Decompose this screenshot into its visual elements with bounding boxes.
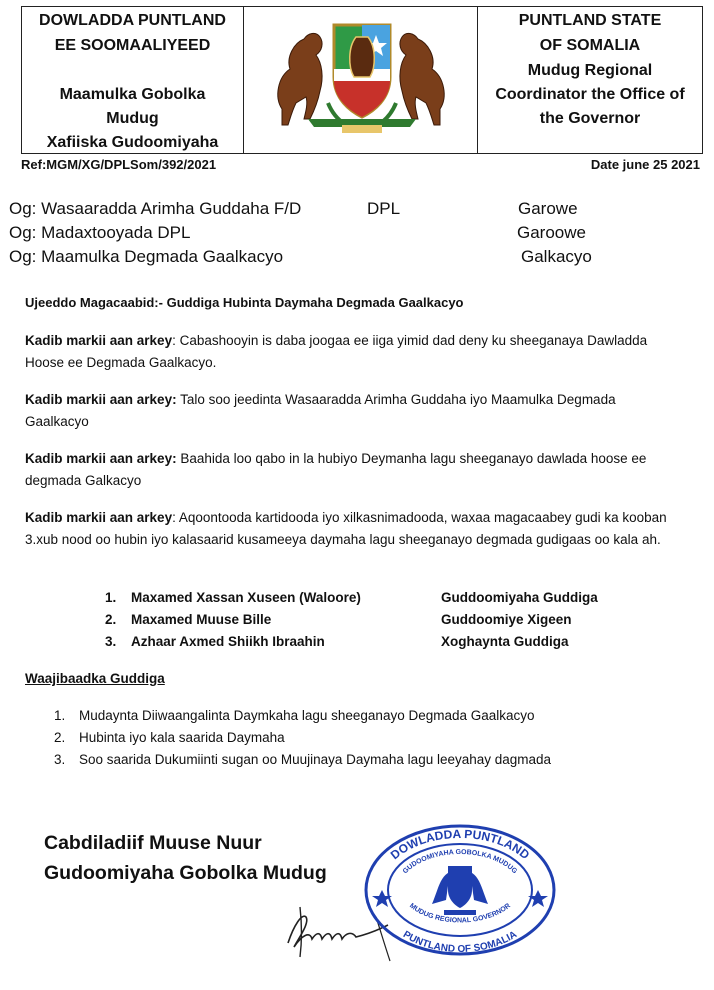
signatory-name: Cabdiladiif Muuse Nuur xyxy=(44,832,262,854)
emblem-area xyxy=(244,7,477,153)
letterhead-right-line-4: Coordinator the Office of xyxy=(495,86,685,103)
paragraph-4-text: : Aqoontooda kartidooda iyo xilkasnimadooda, waxaa magacaabey gudi ka kooban 3.xub nood oo hubin iyo kalasaarid kusameeya daymaha lagu sheeganayo degmada gudigaas oo kala ah. xyxy=(25,510,667,547)
letterhead-left-line-1: DOWLADDA PUNTLAND xyxy=(39,12,226,29)
recipient-2: Og: Madaxtooyada DPL xyxy=(9,223,191,242)
reference-number: Ref:MGM/XG/DPLSom/392/2021 xyxy=(21,157,217,172)
letterhead-left-line-3: Maamulka Gobolka xyxy=(59,86,206,103)
member-2-name: Maxamed Muuse Bille xyxy=(131,612,272,627)
recipient-1-place: Garowe xyxy=(518,199,578,218)
stamp-outer-bottom-text: PUNTLAND OF SOMALIA xyxy=(400,929,520,956)
letterhead-left-line-4: Mudug xyxy=(106,110,159,127)
stamp-inner-top-text: GUDOOMIYAHA GOBOLKA MUDUG xyxy=(401,848,519,876)
member-3-role: Xoghaynta Guddiga xyxy=(441,634,569,649)
paragraph-3 xyxy=(25,448,680,492)
signatory-title: Gudoomiyaha Gobolka Mudug xyxy=(44,862,327,884)
recipient-3: Og: Maamulka Degmada Gaalkacyo xyxy=(9,247,284,266)
duties-heading: Waajibaadka Guddiga xyxy=(25,671,165,686)
recipient-2-place: Garoowe xyxy=(517,223,586,242)
paragraph-2-text: Talo soo jeedinta Wasaaradda Arimha Guddaha iyo Maamulka Degmada Gaalkacyo xyxy=(25,392,616,429)
paragraph-3-lead: Kadib markii aan arkey: xyxy=(25,451,177,466)
duty-3-text: Soo saarida Dukumiinti sugan oo Muujinaya Daymaha lagu leeyahay dagmada xyxy=(79,752,552,767)
duty-1-text: Mudaynta Diiwaangalinta Daymkaha lagu sheeganayo Degmada Gaalkacyo xyxy=(79,708,535,723)
recipient-1-org: DPL xyxy=(367,199,401,218)
paragraph-2-lead: Kadib markii aan arkey: xyxy=(25,392,177,407)
member-3-name: Azhaar Axmed Shiikh Ibraahin xyxy=(131,634,325,649)
paragraph-1-text: : Cabashooyin is daba joogaa ee iiga yimid dad deny ku sheeganaya Dawladda Hoose ee Degmada Gaalkacyo. xyxy=(25,333,648,370)
letterhead-english xyxy=(477,7,702,153)
paragraph-4-lead: Kadib markii aan arkey xyxy=(25,510,173,525)
member-2-num: 2. xyxy=(105,612,117,627)
duty-2-num: 2. xyxy=(54,730,66,745)
official-stamp xyxy=(360,820,560,960)
member-1-role: Guddoomiyaha Guddiga xyxy=(441,590,598,605)
duty-2-text: Hubinta iyo kala saarida Daymaha xyxy=(79,730,285,745)
member-2-role: Guddoomiye Xigeen xyxy=(441,612,572,627)
letterhead-right-line-1: PUNTLAND STATE xyxy=(518,12,662,29)
letter-date: Date june 25 2021 xyxy=(590,157,700,172)
member-1-name: Maxamed Xassan Xuseen (Waloore) xyxy=(131,590,361,605)
letterhead-left-line-2: EE SOOMAALIYEED xyxy=(54,37,211,54)
recipient-1: Og: Wasaaradda Arimha Guddaha F/D xyxy=(9,199,302,218)
letterhead-right-line-2: OF SOMALIA xyxy=(539,37,641,54)
recipient-3-place: Galkacyo xyxy=(521,247,592,266)
coat-of-arms-icon xyxy=(244,7,477,153)
stamp-inner-bottom-text: MUDUG REGIONAL GOVERNOR xyxy=(408,902,512,925)
paragraph-4 xyxy=(25,507,680,551)
paragraph-1 xyxy=(25,330,680,374)
subject-line: Ujeeddo Magacaabid:- Guddiga Hubinta Daymaha Degmada Gaalkacyo xyxy=(25,295,464,310)
member-3-num: 3. xyxy=(105,634,117,649)
paragraph-2 xyxy=(25,389,680,433)
stamp-outer-top-text: DOWLADDA PUNTLAND xyxy=(387,826,533,863)
letterhead-right-line-3: Mudug Regional xyxy=(527,62,653,79)
svg-text:PUNTLAND OF SOMALIA xyxy=(401,929,519,955)
duty-3-num: 3. xyxy=(54,752,66,767)
letterhead xyxy=(21,6,703,154)
paragraph-3-text: Baahida loo qabo in la hubiyo Deymanha lagu sheeganayo dawlada hoose ee degmada Galkacyo xyxy=(25,451,647,488)
letterhead-left-line-5: Xafiiska Gudoomiyaha xyxy=(46,134,219,151)
letterhead-right-line-5: the Governor xyxy=(539,110,641,127)
letterhead-somali xyxy=(22,7,244,153)
duty-1-num: 1. xyxy=(54,708,66,723)
paragraph-1-lead: Kadib markii aan arkey xyxy=(25,333,173,348)
member-1-num: 1. xyxy=(105,590,117,605)
